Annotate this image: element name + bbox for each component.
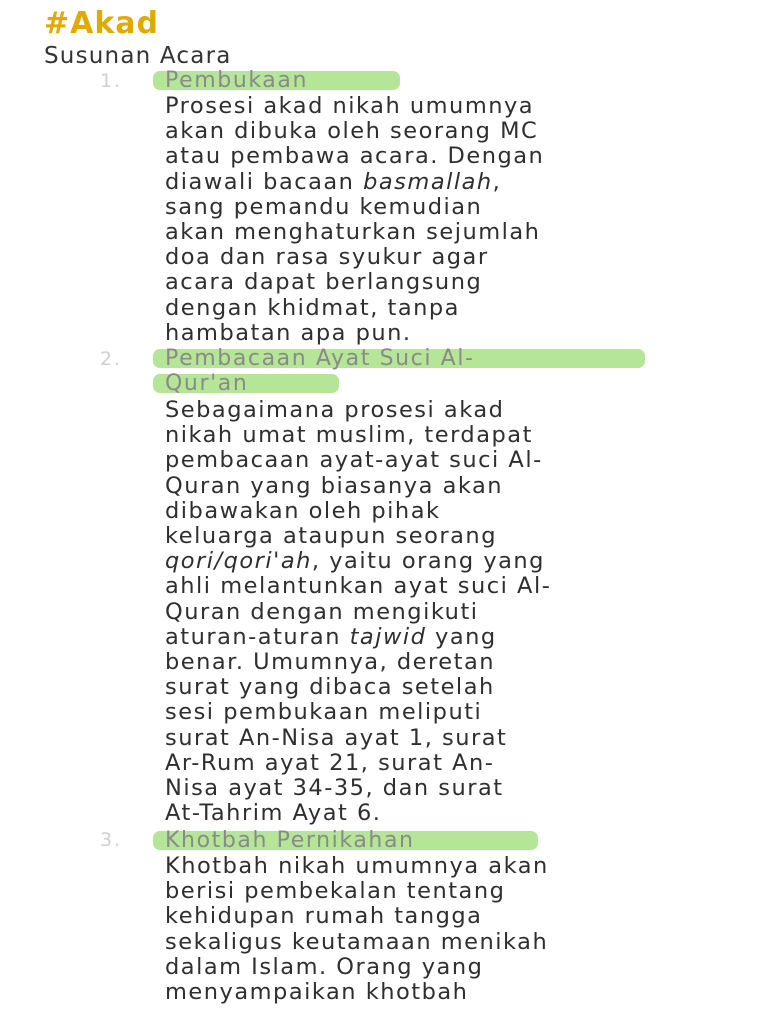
hashtag-heading[interactable]: #Akad — [44, 6, 160, 41]
body-text: , yaitu orang yang — [311, 548, 545, 575]
body-text: acara dapat berlangsung — [165, 269, 483, 296]
body-line — [165, 448, 765, 473]
body-text: akan dibuka oleh seorang MC — [165, 118, 539, 145]
body-text: atau pembawa acara. Dengan — [165, 143, 545, 170]
body-text: Sebagaimana prosesi akad — [165, 397, 505, 423]
body-line — [165, 398, 765, 423]
body-line — [165, 195, 765, 220]
item-title — [165, 346, 475, 396]
body-text: yang — [426, 623, 497, 650]
body-line — [165, 270, 765, 295]
item-title-line: Pembacaan Ayat Suci Al- — [165, 346, 475, 371]
body-line — [165, 955, 765, 980]
body-text: Nisa ayat 34-35, dan surat — [165, 775, 504, 802]
body-text: Prosesi akad nikah umumnya — [165, 93, 535, 119]
body-text: sesi pembukaan meliputi — [165, 699, 483, 726]
item-body — [165, 398, 765, 826]
body-text: Ar-Rum ayat 21, surat An- — [165, 749, 495, 776]
body-text: dalam Islam. Orang yang — [165, 953, 484, 980]
body-line — [165, 170, 765, 195]
body-text: Quran dengan mengikuti — [165, 598, 479, 625]
body-text: sekaligus keutamaan menikah — [165, 928, 549, 955]
body-line — [165, 776, 765, 801]
body-line — [165, 675, 765, 700]
body-line — [165, 423, 765, 448]
body-line — [165, 801, 765, 826]
item-title — [165, 828, 415, 853]
body-line — [165, 94, 765, 119]
body-line — [165, 600, 765, 625]
body-text: pembacaan ayat-ayat suci Al- — [165, 447, 543, 474]
body-line — [165, 700, 765, 725]
body-line — [165, 296, 765, 321]
body-text: ahli melantunkan ayat suci Al- — [165, 573, 552, 600]
body-line — [165, 751, 765, 776]
item-title-line: Qur'an — [165, 371, 249, 396]
body-line — [165, 726, 765, 751]
body-text: dibawakan oleh pihak — [165, 497, 441, 524]
body-line — [165, 980, 765, 1005]
body-line — [165, 220, 765, 245]
body-text: hambatan apa pun. — [165, 319, 412, 346]
body-text: kehidupan rumah tangga — [165, 903, 483, 930]
body-text: nikah umat muslim, terdapat — [165, 422, 533, 449]
body-line — [165, 549, 765, 574]
italic-term: tajwid — [349, 623, 427, 650]
body-text: , — [492, 168, 502, 195]
body-text: benar. Umumnya, deretan — [165, 649, 495, 676]
item-title — [165, 68, 308, 93]
body-text: Quran yang biasanya akan — [165, 472, 504, 499]
item-title-line: Khotbah Pernikahan — [165, 828, 415, 853]
body-line — [165, 524, 765, 549]
italic-term: basmallah — [363, 168, 493, 195]
body-text: surat An-Nisa ayat 1, surat — [165, 724, 508, 751]
body-line — [165, 245, 765, 270]
body-line — [165, 574, 765, 599]
body-line — [165, 119, 765, 144]
body-line — [165, 650, 765, 675]
body-text: berisi pembekalan tentang — [165, 878, 506, 905]
item-body — [165, 854, 765, 1005]
body-text: diawali bacaan — [165, 168, 364, 195]
body-line — [165, 321, 765, 346]
italic-term: qori/qori'ah — [165, 548, 312, 575]
body-line — [165, 879, 765, 904]
body-text: keluarga ataupun seorang — [165, 523, 497, 550]
body-line — [165, 904, 765, 929]
body-text: akan menghaturkan sejumlah — [165, 219, 541, 246]
body-line — [165, 474, 765, 499]
item-title-line: Pembukaan — [165, 68, 309, 93]
item-number: 2. — [100, 348, 123, 370]
body-line — [165, 854, 765, 879]
body-text: At-Tahrim Ayat 6. — [165, 800, 382, 827]
body-text: sang pemandu kemudian — [165, 193, 483, 220]
body-text: aturan-aturan — [165, 623, 350, 650]
section-title: Susunan Acara — [44, 43, 232, 69]
body-text: doa dan rasa syukur agar — [165, 244, 489, 271]
body-line — [165, 144, 765, 169]
body-line — [165, 930, 765, 955]
body-text: Khotbah nikah umumnya akan — [165, 853, 549, 879]
body-text: dengan khidmat, tanpa — [165, 294, 460, 321]
body-text: surat yang dibaca setelah — [165, 674, 495, 701]
body-line — [165, 499, 765, 524]
item-body — [165, 94, 765, 346]
body-line — [165, 625, 765, 650]
item-number: 1. — [100, 70, 123, 92]
body-text: menyampaikan khotbah — [165, 979, 469, 1006]
item-number: 3. — [100, 829, 123, 851]
